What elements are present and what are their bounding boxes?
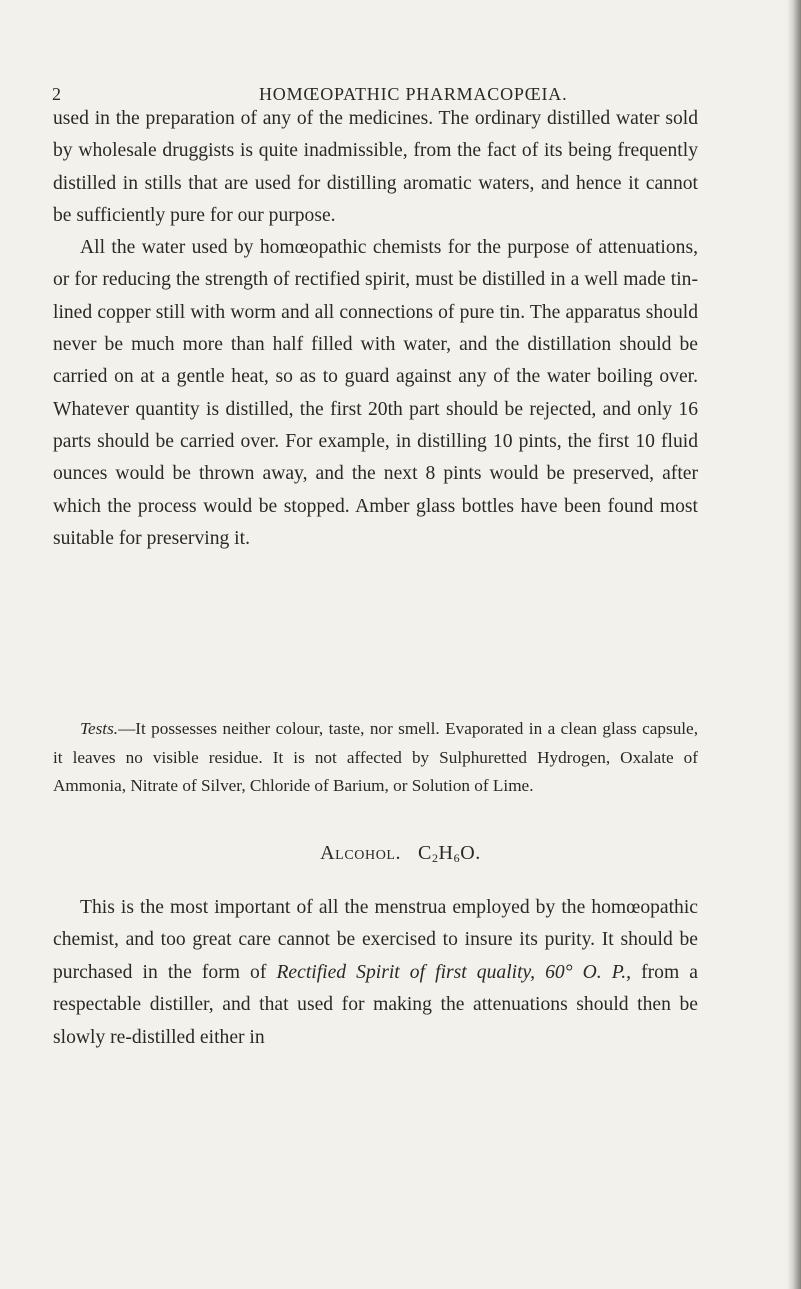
running-title: HOMŒOPATHIC PHARMACOPŒIA. <box>259 84 568 104</box>
formula-hydrogen: H <box>438 842 454 864</box>
page-number: 2 <box>52 84 62 104</box>
alcohol-text-2: from a respectable distiller, and that used for making the attenuations should then be slowly re-distilled either in <box>53 961 698 1048</box>
page-edge-shadow <box>787 0 801 1289</box>
tests-label: Tests. <box>80 719 119 738</box>
formula-hydrogen-count: 6 <box>453 851 461 865</box>
water-section <box>53 103 698 555</box>
water-paragraph-2: All the water used by homœopathic chemists for the purpose of attenuations, or for reducing the strength of rectified spirit, must be distilled in a well made tin-lined copper still with worm and all connections of pure tin. The apparatus should never be much more than half filled with water, and the distillation should be carried on at a gentle heat, so as to guard against any of the water boiling over. Whatever quantity is distilled, the first 20th part should be rejected, and only 16 parts should be carried over. For example, in distilling 10 pints, the first 10 fluid ounces would be thrown away, and the next 8 pints would be preserved, after which the process would be stopped. Amber glass bottles have been found most suitable for preserving it. <box>53 237 698 549</box>
formula <box>418 842 481 864</box>
tests-paragraph <box>53 715 698 801</box>
water-paragraph-1: used in the preparation of any of the medicines. The ordinary distilled water sold by wholesale druggists is quite inadmissible, from the fact of its being frequently distilled in stills that are used for distilling aromatic waters, and hence it cannot be sufficiently pure for our purpose. <box>53 108 698 226</box>
alcohol-italic-phrase: Rectified Spirit of first quality, 60° O. P., <box>276 961 632 983</box>
formula-carbon-count: 2 <box>431 851 439 865</box>
alcohol-paragraph <box>53 892 698 1054</box>
alcohol-heading-word: Alcohol. <box>320 842 402 864</box>
tests-text: —It possesses neither colour, taste, nor smell. Evaporated in a clean glass capsule, it leaves no visible residue. It is not affected by Sulphuretted Hydrogen, Oxalate of Ammonia, Nitrate of Silver, Chloride of Barium, or Solution of Lime. <box>53 719 698 796</box>
formula-oxygen: O. <box>460 842 481 864</box>
alcohol-text-1: This is the most important of all the menstrua employed by the homœopathic chemist, and too great care cannot be exercised to insure its purity. It should be purchased in the form of <box>53 897 698 983</box>
alcohol-heading <box>0 842 801 866</box>
formula-carbon: C <box>417 842 432 864</box>
